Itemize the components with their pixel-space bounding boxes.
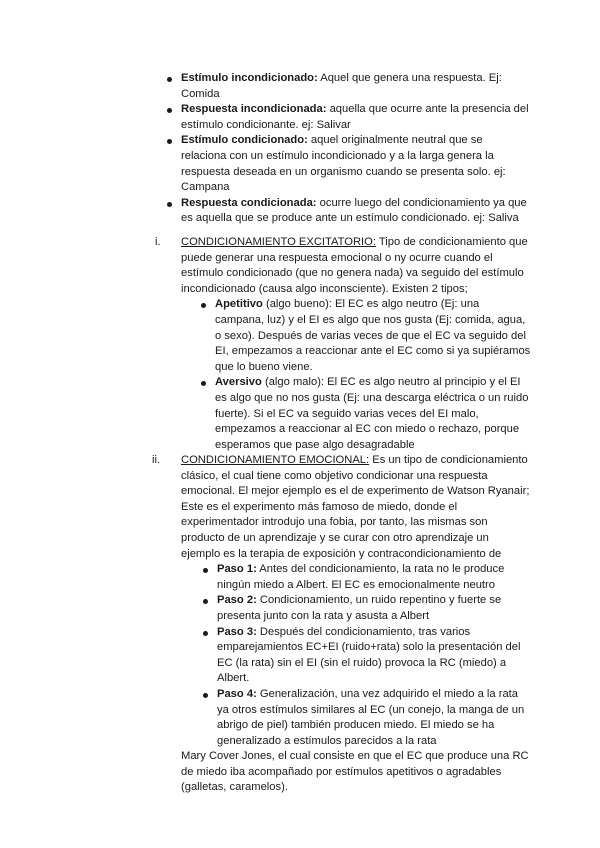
section-numeral: ii. xyxy=(152,454,161,466)
bullet-icon xyxy=(167,202,172,207)
steps-list xyxy=(217,562,531,749)
bullet-icon xyxy=(203,693,208,698)
definition: Condicionamiento, un ruido repentino y fuerte se presenta junto con la rata y asusta a Albert xyxy=(217,594,502,622)
definition: ocurre luego del condicionamiento ya que es aquella que se produce ante un estímulo condicionado. ej: Saliva xyxy=(181,196,527,225)
definition: Aquel que genera una respuesta. Ej: Comida xyxy=(181,72,502,100)
section-emocional xyxy=(181,453,531,796)
definition: (algo bueno): El EC es algo neutro (Ej: una campana, luz) y el EI es algo que nos gusta (Ej: comida, agua, o sexo). Después de varias veces de que el EC va seguido del EI, empezamos a reaccionar ante el EC como si ya supiéramos que lo bueno viene. xyxy=(215,298,531,373)
list-item xyxy=(181,102,531,133)
bullet-icon xyxy=(203,568,208,573)
section-heading: CONDICIONAMIENTO EMOCIONAL: xyxy=(181,454,370,466)
section-paragraph xyxy=(181,235,531,297)
term: Paso 2: xyxy=(217,594,257,607)
bullet-icon xyxy=(167,77,172,82)
list-item xyxy=(215,297,531,375)
term: Estímulo condicionado: xyxy=(181,134,308,147)
definition: Antes del condicionamiento, la rata no le produce ningún miedo a Albert. El EC es emocionalmente neutro xyxy=(217,563,505,591)
section-text: Tipo de condicionamiento que puede generar una respuesta emocional o ny ocurre cuando el estímulo condicionado (que no genera nada) va seguido del estímulo incondicionado (causa algo inconsciente). Existen 2 tipos; xyxy=(181,236,528,295)
list-item xyxy=(181,133,531,195)
definition: (algo malo): El EC es algo neutro al principio y el EI es algo que no nos gusta (Ej: una descarga eléctrica o un ruido fuerte). Si el EC va seguido varias veces del EI malo, empezamos a reaccionar al EC con miedo o rechazo, porque esperamos que pase algo desagradable xyxy=(215,376,529,451)
term: Paso 3: xyxy=(217,625,257,638)
top-bullet-list xyxy=(181,71,531,227)
term: Respuesta condicionada: xyxy=(181,196,317,209)
definition: aquel originalmente neutral que se relaciona con un estímulo incondicionado y a la larga genera la respuesta deseada en un organismo cuando se presenta solo. ej: Campana xyxy=(181,134,506,194)
list-item xyxy=(181,71,531,102)
term: Estímulo incondicionado: xyxy=(181,72,318,84)
list-item xyxy=(181,196,531,227)
bullet-icon xyxy=(203,599,208,604)
section-excitatorio xyxy=(181,235,531,453)
section-text: Es un tipo de condicionamiento clásico, el cual tiene como objetivo condicionar una respuesta emocional. El mejor ejemplo es el de experimento de Watson Ryanair; Este es el experimento más famoso de miedo, donde el experimentador introdujo una fobia, por tanto, las mismas son producto de un aprendizaje y se curar con otro aprendizaje un ejemplo es la terapia de exposición y contracondicionamiento de xyxy=(181,454,530,560)
definition: aquella que ocurre ante la presencia del estímulo condicionante. ej: Salivar xyxy=(181,103,529,131)
term: Paso 1: xyxy=(217,563,257,576)
bullet-icon xyxy=(203,631,208,636)
bullet-icon xyxy=(201,381,206,386)
term: Paso 4: xyxy=(217,687,257,700)
closing-paragraph: Mary Cover Jones, el cual consiste en que el EC que produce una RC de miedo iba acompañado por estímulos apetitivos o agradables (galletas, caramelos). xyxy=(181,750,529,794)
list-item xyxy=(217,687,531,749)
section-numeral: i. xyxy=(155,236,161,248)
section-heading: CONDICIONAMIENTO EXCITATORIO: xyxy=(181,236,376,248)
list-item xyxy=(215,375,531,453)
list-item xyxy=(217,625,531,687)
bullet-icon xyxy=(167,108,172,113)
definition: Después del condicionamiento, tras varios emparejamientos EC+EI (ruido+rata) solo la presentación del EC (la rata) sin el EI (sin el ruido) provoca la RC (miedo) a Albert. xyxy=(217,625,521,685)
term: Respuesta incondicionada: xyxy=(181,103,327,116)
bullet-icon xyxy=(201,303,206,308)
section-paragraph xyxy=(181,453,531,562)
list-item xyxy=(217,562,531,593)
bullet-icon xyxy=(167,139,172,144)
term: Apetitivo xyxy=(215,298,263,311)
subtype-list xyxy=(215,297,531,453)
list-item xyxy=(217,593,531,624)
term: Aversivo xyxy=(215,376,262,389)
definition: Generalización, una vez adquirido el miedo a la rata ya otros estímulos similares al EC (un conejo, la manga de un abrigo de piel) también producen miedo. El miedo se ha generalizado a estímulos parecidos a la rata xyxy=(217,687,525,747)
